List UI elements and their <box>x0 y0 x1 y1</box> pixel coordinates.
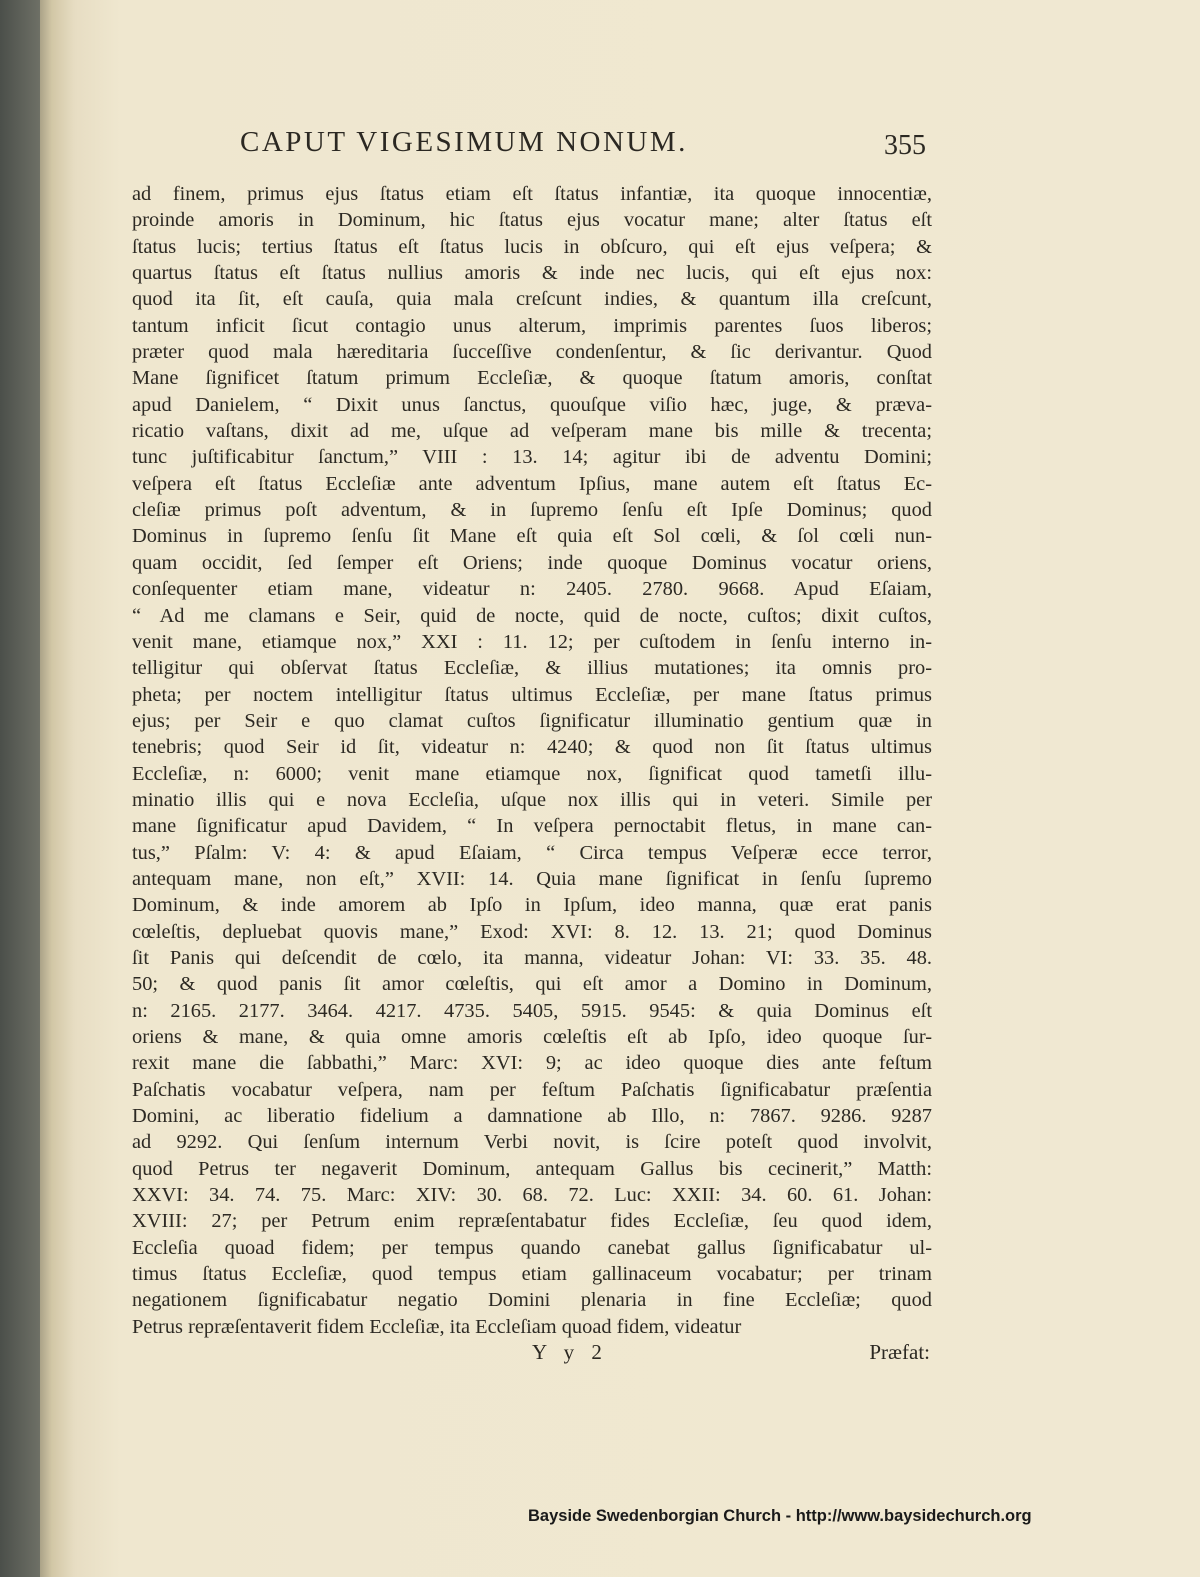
text-line: quartus ſtatus eſt ſtatus nullius amoris & inde nec lucis, qui eſt ejus nox: <box>132 262 932 285</box>
text-line: timus ſtatus Eccleſiæ, quod tempus etiam gallinaceum vocabatur; per trinam <box>132 1263 932 1286</box>
text-line: ejus; per Seir e quo clamat cuſtos ſignificatur illuminatio gentium quæ in <box>132 709 932 732</box>
body-text <box>132 181 932 1340</box>
text-line: conſequenter etiam mane, videatur n: 2405. 2780. 9668. Apud Eſaiam, <box>132 578 932 601</box>
page-number: 355 <box>884 130 926 161</box>
text-line: XXVI: 34. 74. 75. Marc: XIV: 30. 68. 72. Luc: XXII: 34. 60. 61. Johan: <box>132 1184 932 1207</box>
text-line: quam occidit, ſed ſemper eſt Oriens; inde quoque Dominus vocatur oriens, <box>132 551 932 574</box>
text-line: quod Petrus ter negaverit Dominum, antequam Gallus bis cecinerit,” Matth: <box>132 1157 932 1180</box>
text-line: tunc juſtificabitur ſanctum,” VIII : 13. 14; agitur ibi de adventu Domini; <box>132 446 932 469</box>
text-line: oriens & mane, & quia omne amoris cœleſtis eſt ab Ipſo, ideo quoque ſur- <box>132 1026 932 1048</box>
signature-mark: Y y 2 <box>532 1340 608 1364</box>
text-line: cœleſtis, depluebat quovis mane,” Exod: XVI: 8. 12. 13. 21; quod Dominus <box>132 920 932 943</box>
page-header <box>132 126 932 170</box>
text-line: antequam mane, non eſt,” XVII: 14. Quia mane ſignificat in ſenſu ſupremo <box>132 867 932 890</box>
text-line: n: 2165. 2177. 3464. 4217. 4735. 5405, 5915. 9545: & quia Dominus eſt <box>132 999 932 1022</box>
text-line: apud Danielem, “ Dixit unus ſanctus, quouſque viſio hæc, juge, & præva- <box>132 393 932 416</box>
text-line: tus,” Pſalm: V: 4: & apud Eſaiam, “ Circa tempus Veſperæ ecce terror, <box>132 841 932 864</box>
catchword: Præfat: <box>869 1340 930 1364</box>
text-line: Dominus in ſupremo ſenſu ſit Mane eſt quia eſt Sol cœli, & ſol cœli nun- <box>132 525 932 548</box>
text-line: Domini, ac liberatio fidelium a damnatione ab Illo, n: 7867. 9286. 9287 <box>132 1105 932 1128</box>
text-line: pheta; per noctem intelligitur ſtatus ultimus Eccleſiæ, per mane ſtatus primus <box>132 683 932 706</box>
text-line: rexit mane die ſabbathi,” Marc: XVI: 9; ac ideo quoque dies ante feſtum <box>132 1052 932 1075</box>
running-title: CAPUT VIGESIMUM NONUM. <box>240 126 688 158</box>
text-line: tenebris; quod Seir id ſit, videatur n: 4240; & quod non ſit ſtatus ultimus <box>132 736 932 759</box>
text-line: ſtatus lucis; tertius ſtatus eſt ſtatus lucis in obſcuro, qui eſt ejus veſpera; & <box>132 235 932 258</box>
text-line: cleſiæ primus poſt adventum, & in ſupremo ſenſu eſt Ipſe Dominus; quod <box>132 499 932 522</box>
text-line: præter quod mala hæreditaria ſucceſſive condenſentur, & ſic derivantur. Quod <box>132 341 932 364</box>
text-line: 50; & quod panis ſit amor cœleſtis, qui eſt amor a Domino in Dominum, <box>132 973 932 996</box>
text-line: ricatio vaſtans, dixit ad me, uſque ad veſperam mane bis mille & trecenta; <box>132 420 932 443</box>
text-line: “ Ad me clamans e Seir, quid de nocte, quid de nocte, cuſtos; dixit cuſtos, <box>132 604 932 627</box>
text-line: quod ita ſit, eſt cauſa, quia mala creſcunt indies, & quantum illa creſcunt, <box>132 288 932 311</box>
text-line: proinde amoris in Dominum, hic ſtatus ejus vocatur mane; alter ſtatus eſt <box>132 209 932 232</box>
text-line: Dominum, & inde amorem ab Ipſo in Ipſum, ideo manna, quæ erat panis <box>132 894 932 917</box>
text-line: Paſchatis vocabatur veſpera, nam per feſtum Paſchatis ſignificabatur præſentia <box>132 1078 932 1101</box>
text-line: veſpera eſt ſtatus Eccleſiæ ante adventum Ipſius, mane autem eſt ſtatus Ec- <box>132 472 932 495</box>
page-footer <box>132 1340 932 1370</box>
text-line: negationem ſignificabatur negatio Domini plenaria in fine Eccleſiæ; quod <box>132 1289 932 1312</box>
text-line: telligitur qui obſervat ſtatus Eccleſiæ, & illius mutationes; ita omnis pro- <box>132 657 932 680</box>
text-line: minatio illis qui e nova Eccleſia, uſque nox illis qui in veteri. Simile per <box>132 788 932 811</box>
text-line: Petrus repræſentaverit fidem Eccleſiæ, ita Eccleſiam quoad fidem, videatur <box>132 1315 742 1338</box>
text-line: ad 9292. Qui ſenſum internum Verbi novit, is ſcire poteſt quod involvit, <box>132 1131 932 1154</box>
text-line: venit mane, etiamque nox,” XXI : 11. 12; per cuſtodem in ſenſu interno in- <box>132 630 932 653</box>
text-line: ſit Panis qui deſcendit de cœlo, ita manna, videatur Johan: VI: 33. 35. 48. <box>132 946 932 969</box>
text-line: Mane ſignificet ſtatum primum Eccleſiæ, & quoque ſtatum amoris, conſtat <box>132 367 932 390</box>
book-spine-shadow <box>0 0 40 1577</box>
text-line: Eccleſia quoad fidem; per tempus quando canebat gallus ſignificabatur ul- <box>132 1236 932 1259</box>
text-line: Eccleſiæ, n: 6000; venit mane etiamque nox, ſignificat quod tametſi illu- <box>132 762 932 785</box>
text-line: tantum inficit ſicut contagio unus alterum, imprimis parentes ſuos liberos; <box>132 314 932 337</box>
text-line: XVIII: 27; per Petrum enim repræſentabatur fides Eccleſiæ, ſeu quod idem, <box>132 1210 932 1233</box>
text-line: mane ſignificatur apud Davidem, “ In veſpera pernoctabit fletus, in mane can- <box>132 815 932 838</box>
text-line: ad finem, primus ejus ſtatus etiam eſt ſtatus infantiæ, ita quoque innocentiæ, <box>132 183 932 205</box>
watermark-text: Bayside Swedenborgian Church - http://www.baysidechurch.org <box>528 1507 1032 1525</box>
